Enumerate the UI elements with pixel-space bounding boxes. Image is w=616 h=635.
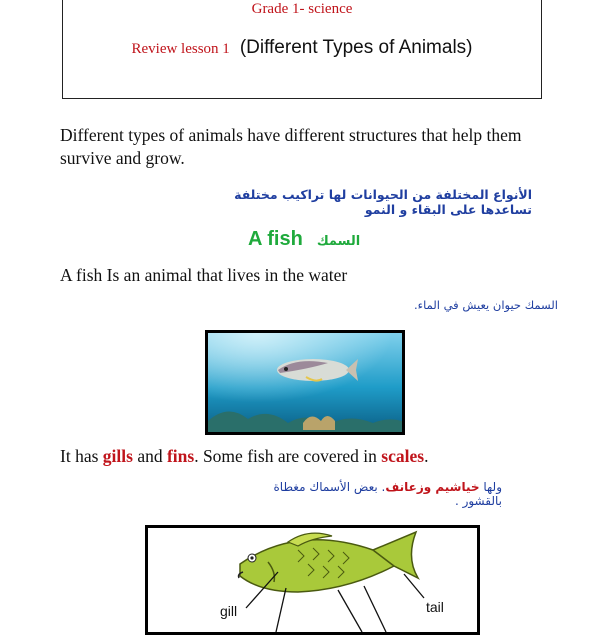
parts-text-2: and: [132, 446, 167, 466]
parts-text-3: . Some fish are covered in: [194, 446, 382, 466]
fish-photo-image: [208, 333, 402, 432]
word-fins: fins: [166, 446, 195, 466]
fish-diagram: [145, 525, 480, 635]
grade-label: Grade 1- science: [251, 1, 353, 17]
fish-photo: [205, 330, 405, 435]
parts-text-4: .: [424, 446, 429, 466]
label-tail: tail: [426, 599, 444, 615]
fish-definition: A fish Is an animal that lives in the water: [60, 265, 348, 285]
intro-text: Different types of animals have different structures that help them survive and grow.: [60, 125, 522, 168]
lesson-label: Review lesson 1: [131, 41, 230, 57]
fish-heading: [248, 228, 360, 251]
lesson-title: (Different Types of Animals): [239, 37, 473, 58]
fish-definition-arabic: السمك حيوان يعيش في الماء.: [414, 298, 558, 312]
word-scales: scales: [381, 446, 425, 466]
arabic-rest: . بعض الأسماك مغطاة بالقشور .: [273, 480, 502, 508]
parts-sentence: [60, 446, 428, 467]
word-gills: gills: [102, 446, 133, 466]
label-gill: gill: [220, 603, 238, 619]
parts-sentence-arabic: [240, 480, 502, 508]
lesson-line: [63, 37, 541, 59]
arabic-highlight: خياشيم وزعانف: [385, 480, 480, 494]
arabic-prefix: ولها: [479, 480, 502, 494]
fish-title-arabic: السمك: [316, 234, 361, 249]
intro-arabic: الأنواع المختلفة من الحيوانات لها تراكيب مختلفة تساعدها على البقاء و النمو: [234, 187, 532, 217]
header-box: [62, 0, 542, 99]
parts-text-1: It has: [60, 446, 103, 466]
fish-title: A fish: [248, 228, 303, 250]
fish-diagram-drawing: [148, 528, 477, 632]
